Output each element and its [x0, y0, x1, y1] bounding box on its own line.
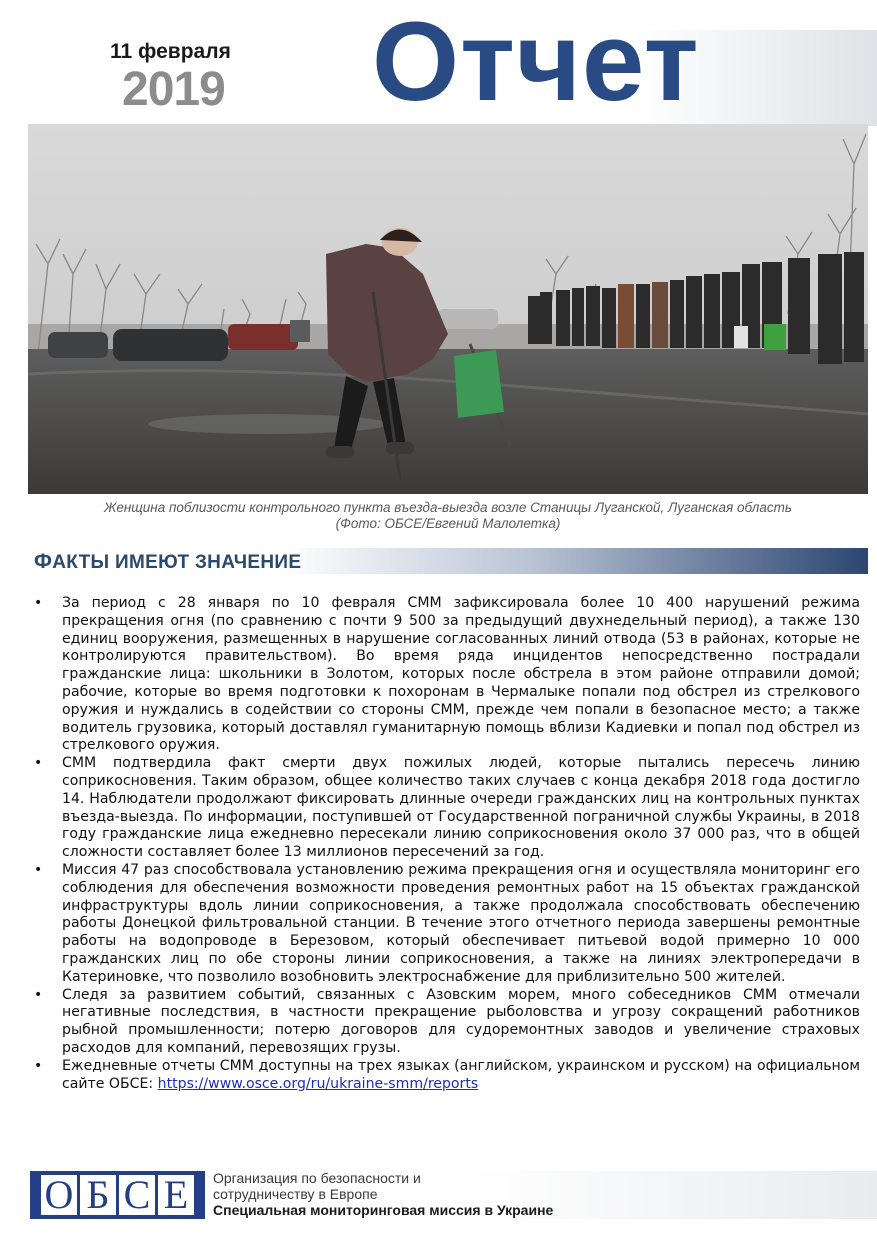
facts-item-text: Следя за развитием событий, связанных с Азовским морем, много собеседников СММ отмечали негативные последствия, в частности прекращение рыболовства и угрозу сокращений работников рыбной промышленности; потерю договоров для судоремонтных заводов и увеличение страховых расходов для компаний, перевозящих грузы. [62, 986, 860, 1056]
footer-org-line2: сотрудничеству в Европе [213, 1186, 378, 1202]
facts-heading-rest: АКТЫ ИМЕЮТ ЗНАЧЕНИЕ [52, 552, 302, 573]
report-date-year: 2019 [122, 63, 225, 116]
osce-logo-letter: О [41, 1175, 77, 1215]
bullet-icon: • [34, 861, 43, 878]
footer-org-line1: Организация по безопасности и [213, 1170, 421, 1186]
footer-organization [213, 1170, 553, 1218]
osce-logo [30, 1171, 205, 1219]
osce-logo-letter: Б [80, 1175, 116, 1215]
reports-link[interactable]: https://www.osce.org/ru/ukraine-smm/reports [157, 1075, 479, 1092]
photo-caption [28, 500, 868, 532]
facts-heading [34, 550, 301, 574]
bullet-icon: • [34, 755, 43, 772]
bullet-icon: • [34, 1057, 43, 1074]
bullet-icon: • [34, 986, 43, 1003]
facts-item-text: Миссия 47 раз способствовала установлению режима прекращения огня и осуществляла мониторинг его соблюдения для обеспечения возможности проведения ремонтных работ на 15 объектах гражданской инфраструктуры вдоль линии соприкосновения, а также продолжала способствовать обеспечению работы Донецкой фильтровальной станции. В течение этого отчетного периода завершены ремонтные работы на водопроводе в Березовом, который обеспечивает питьевой водой примерно 10 000 гражданских лиц по обе стороны линии соприкосновения, а также на линиях электропередачи в Катериновке, что позволило возобновить электроснабжение для приблизительно 500 жителей. [62, 861, 860, 985]
facts-item-text: Ежедневные отчеты СММ доступны на трех языках (английском, украинском и русском) на официальном сайте ОБСЕ: [62, 1057, 860, 1092]
facts-item-text: СММ подтвердила факт смерти двух пожилых людей, которые пытались пересечь линию соприкосновения. Таким образом, общее количество таких случаев с конца декабря 2018 года достигло 14. Наблюдатели продолжают фиксировать длинные очереди гражданских лиц на контрольных пунктах въезда-выезда. По информации, поступившей от Государственной пограничной службы Украины, в 2018 году гражданские лица ежедневно пересекали линию соприкосновения около 37 000 раз, что в общей сложности составляет более 13 миллионов пересечений за год. [62, 755, 860, 861]
facts-item-3 [34, 862, 860, 987]
osce-logo-letter: Е [158, 1175, 194, 1215]
facts-item-2 [34, 755, 860, 862]
osce-logo-letter: С [119, 1175, 155, 1215]
street-scene-photo [28, 124, 868, 494]
footer-mission-line: Специальная мониторинговая миссия в Украине [213, 1202, 554, 1218]
facts-item-text: За период с 28 января по 10 февраля СММ зафиксировала более 10 400 нарушений режима прекращения огня (по сравнению с почти 9 500 за предыдущий двухнедельный период), а также 130 единиц вооружения, размещенных в нарушение согласованных линий отвода (53 в районах, которые не контролируются правительством). Во время ряда инцидентов непосредственно пострадали гражданские лица: школьники в Золотом, которых после обстрела в этом районе отправили домой; рабочие, которые во время подготовки к похоронам в Чермалыке попали под обстрел из стрелкового оружия и нуждались в содействии со стороны СММ, прежде чем попали в безопасное место; а также водитель грузовика, который доставлял гуманитарную помощь вблизи Кадиевки и попал под обстрел из стрелкового оружия. [62, 595, 860, 754]
facts-list [34, 595, 860, 1093]
bullet-icon: • [34, 595, 43, 611]
facts-item-4 [34, 987, 860, 1058]
facts-item-5 [34, 1058, 860, 1094]
photo-caption-line2: (Фото: ОБСЕ/Евгений Малолетка) [335, 516, 561, 531]
photo-caption-line1: Женщина поблизости контрольного пункта въезда-выезда возле Станицы Луганской, Луганская область [103, 500, 793, 515]
facts-item-1 [34, 595, 860, 755]
report-title: Отчет [372, 0, 700, 124]
report-date-day: 11 февраля [110, 40, 231, 63]
facts-heading-initial: Ф [34, 550, 53, 573]
